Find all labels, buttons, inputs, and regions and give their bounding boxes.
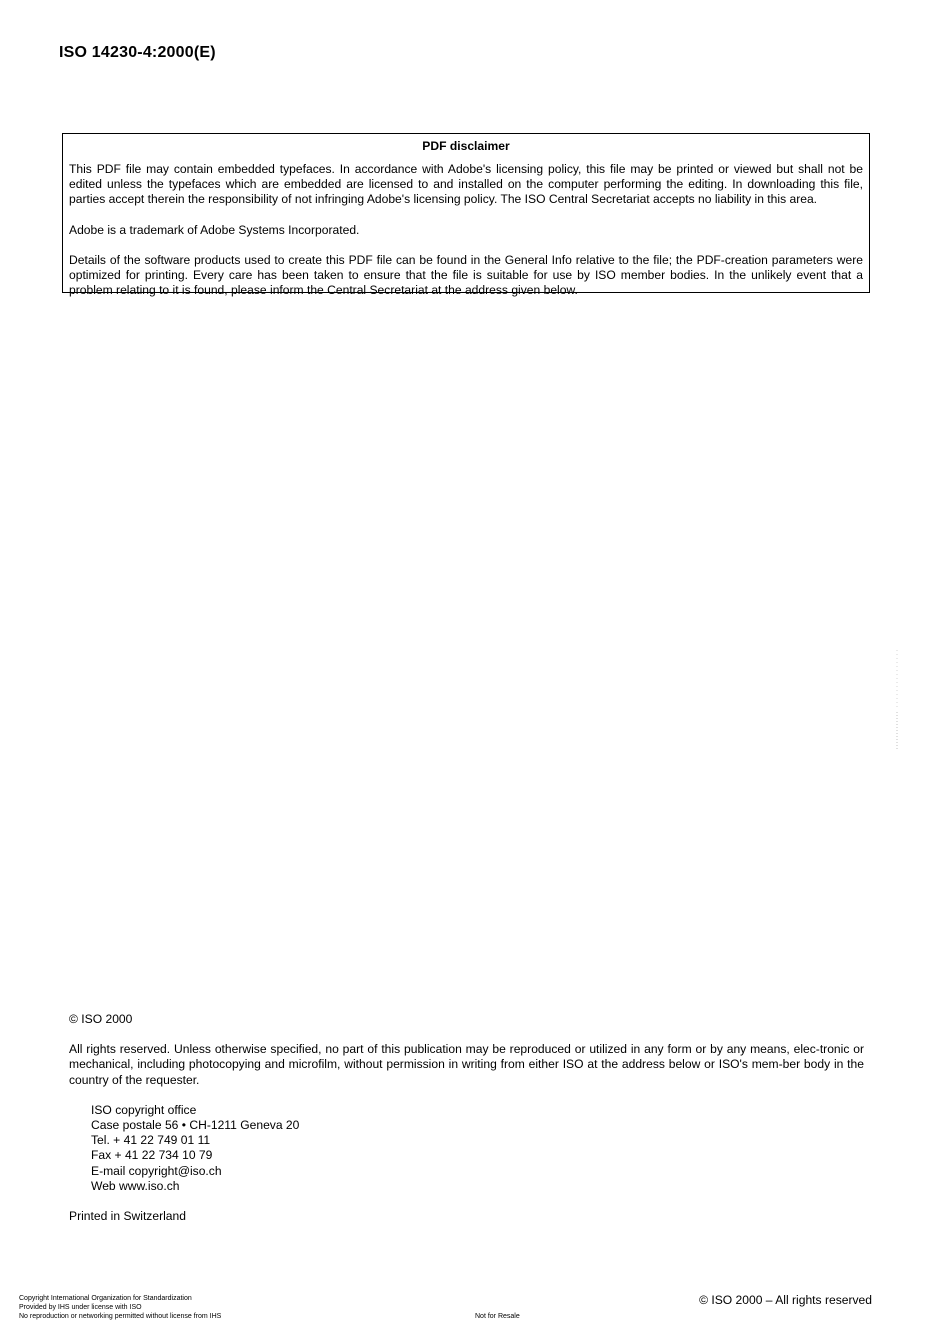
address-postal: Case postale 56 • CH-1211 Geneva 20 [91,1118,300,1133]
footer-line-reproduction: No reproduction or networking permitted without license from IHS [19,1312,222,1320]
margin-dots-decoration [895,650,899,750]
address-email: E-mail copyright@iso.ch [91,1163,222,1178]
footer-not-for-resale: Not for Resale [475,1313,520,1320]
copyright-notice: © ISO 2000 [69,1012,133,1026]
document-id-header: ISO 14230-4:2000(E) [59,44,216,61]
disclaimer-paragraph-typefaces: This PDF file may contain embedded typefaces. In accordance with Adobe's licensing policy, this file may be printed or viewed but shall not be edited unless the typefaces which are embedded are licensed to and installed on the computer performing the editing. In downloading this file, parties accept therein the responsibility of not infringing Adobe's licensing policy. The ISO Central Secretariat accepts no liability in this area. [69,162,863,207]
pdf-disclaimer-box [62,133,870,298]
footer-license-text [19,1295,221,1321]
address-tel: Tel. + 41 22 749 01 11 [91,1133,211,1148]
footer-line-copyright: Copyright International Organization for Standardization [19,1295,192,1302]
copyright-office-address [91,1103,864,1194]
footer-rights-reserved: © ISO 2000 – All rights reserved [699,1293,872,1307]
address-web: Web www.iso.ch [91,1178,180,1193]
address-office: ISO copyright office [91,1102,197,1117]
printed-in: Printed in Switzerland [69,1209,186,1224]
address-fax: Fax + 41 22 734 10 79 [91,1148,213,1163]
disclaimer-title: PDF disclaimer [422,139,510,153]
disclaimer-paragraph-details: Details of the software products used to create this PDF file can be found in the General Info relative to the file; the PDF-creation parameters were optimized for printing. Every care has been taken to ensure that the file is suitable for use by ISO member bodies. In the unlikely event that a problem relating to it is found, please inform the Central Secretariat at the address given below. [69,252,863,298]
disclaimer-paragraph-trademark: Adobe is a trademark of Adobe Systems Incorporated. [69,222,360,237]
footer-line-provided: Provided by IHS under license with ISO [19,1303,142,1311]
copyright-section [69,1012,864,1239]
rights-statement: All rights reserved. Unless otherwise specified, no part of this publication may be reproduced or utilized in any form or by any means, elec-tronic or mechanical, including photocopying and microfilm, without permission in writing from either ISO at the address below or ISO's mem-ber body in the country of the requester. [69,1042,864,1087]
